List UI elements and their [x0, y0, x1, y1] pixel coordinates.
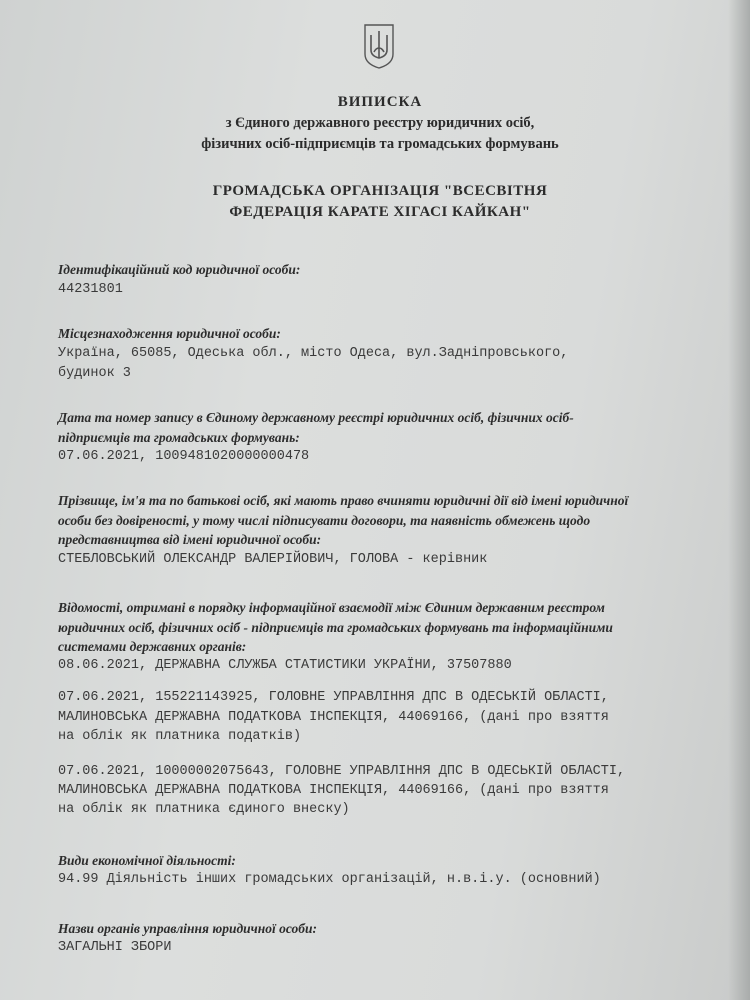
record-label-line2: підприємців та громадських формувань: [58, 430, 300, 445]
info-label-line1: Відомості, отримані в порядку інформаційної взаємодії між Єдиним державним реєстром [58, 600, 605, 615]
info-entry1: 08.06.2021, ДЕРЖАВНА СЛУЖБА СТАТИСТИКИ УКРАЇНИ, 37507880 [58, 658, 512, 673]
trident-emblem-icon [362, 22, 396, 70]
info-entry2-line2: МАЛИНОВСЬКА ДЕРЖАВНА ПОДАТКОВА ІНСПЕКЦІЯ, 44069166, (дані про взяття [58, 710, 609, 725]
code-value: 44231801 [58, 282, 123, 297]
info-entry3-line1: 07.06.2021, 10000002075643, ГОЛОВНЕ УПРАВЛІННЯ ДПС В ОДЕСЬКІЙ ОБЛАСТІ, [58, 764, 626, 779]
code-label: Ідентифікаційний код юридичної особи: [58, 262, 301, 277]
info-label-line3: системами державних органів: [58, 639, 247, 654]
governance-label: Назви органів управління юридичної особи: [58, 921, 318, 936]
representatives-label-line1: Прізвище, ім'я та по батькові осіб, які мають право вчиняти юридичні дії від імені юридичної [58, 493, 629, 508]
info-entry3-line2: МАЛИНОВСЬКА ДЕРЖАВНА ПОДАТКОВА ІНСПЕКЦІЯ, 44069166, (дані про взяття [58, 783, 609, 798]
representatives-label-line2: особи без довіреності, у тому числі підписувати договори, та наявність обмежень щодо [58, 513, 591, 528]
info-entry2-line3: на облік як платника податків) [58, 729, 302, 744]
activity-value: 94.99 Діяльність інших громадських організацій, н.в.і.у. (основний) [58, 872, 601, 887]
document-subtitle-line2: фізичних осіб-підприємців та громадських формувань [201, 136, 559, 152]
representatives-label-line3: представництва від імені юридичної особи: [58, 532, 322, 547]
info-entry2-line1: 07.06.2021, 155221143925, ГОЛОВНЕ УПРАВЛІННЯ ДПС В ОДЕСЬКІЙ ОБЛАСТІ, [58, 690, 609, 705]
governance-value: ЗАГАЛЬНІ ЗБОРИ [58, 940, 172, 955]
location-value-line2: будинок 3 [58, 366, 131, 381]
record-value: 07.06.2021, 1009481020000000478 [58, 449, 310, 464]
record-label-line1: Дата та номер запису в Єдиному державному реєстрі юридичних осіб, фізичних осіб- [58, 410, 574, 425]
info-entry3-line3: на облік як платника єдиного внеску) [58, 802, 350, 817]
location-label: Місцезнаходження юридичної особи: [58, 326, 281, 341]
location-value-line1: Україна, 65085, Одеська обл., місто Одеса, вул.Задніпровського, [58, 346, 569, 361]
organization-name-line1: ГРОМАДСЬКА ОРГАНІЗАЦІЯ "ВСЕСВІТНЯ [212, 183, 548, 199]
activity-label: Види економічної діяльності: [58, 853, 236, 868]
info-label-line2: юридичних осіб, фізичних осіб - підприємців та громадських формувань та інформаційними [58, 620, 613, 635]
document-subtitle-line1: з Єдиного державного реєстру юридичних осіб, [225, 115, 535, 131]
organization-name-line2: ФЕДЕРАЦІЯ КАРАТЕ ХІГАСІ КАЙКАН" [229, 204, 531, 220]
representatives-value: СТЕБЛОВСЬКИЙ ОЛЕКСАНДР ВАЛЕРІЙОВИЧ, ГОЛОВА - керівник [58, 552, 488, 567]
document-title: ВИПИСКА [337, 94, 423, 110]
